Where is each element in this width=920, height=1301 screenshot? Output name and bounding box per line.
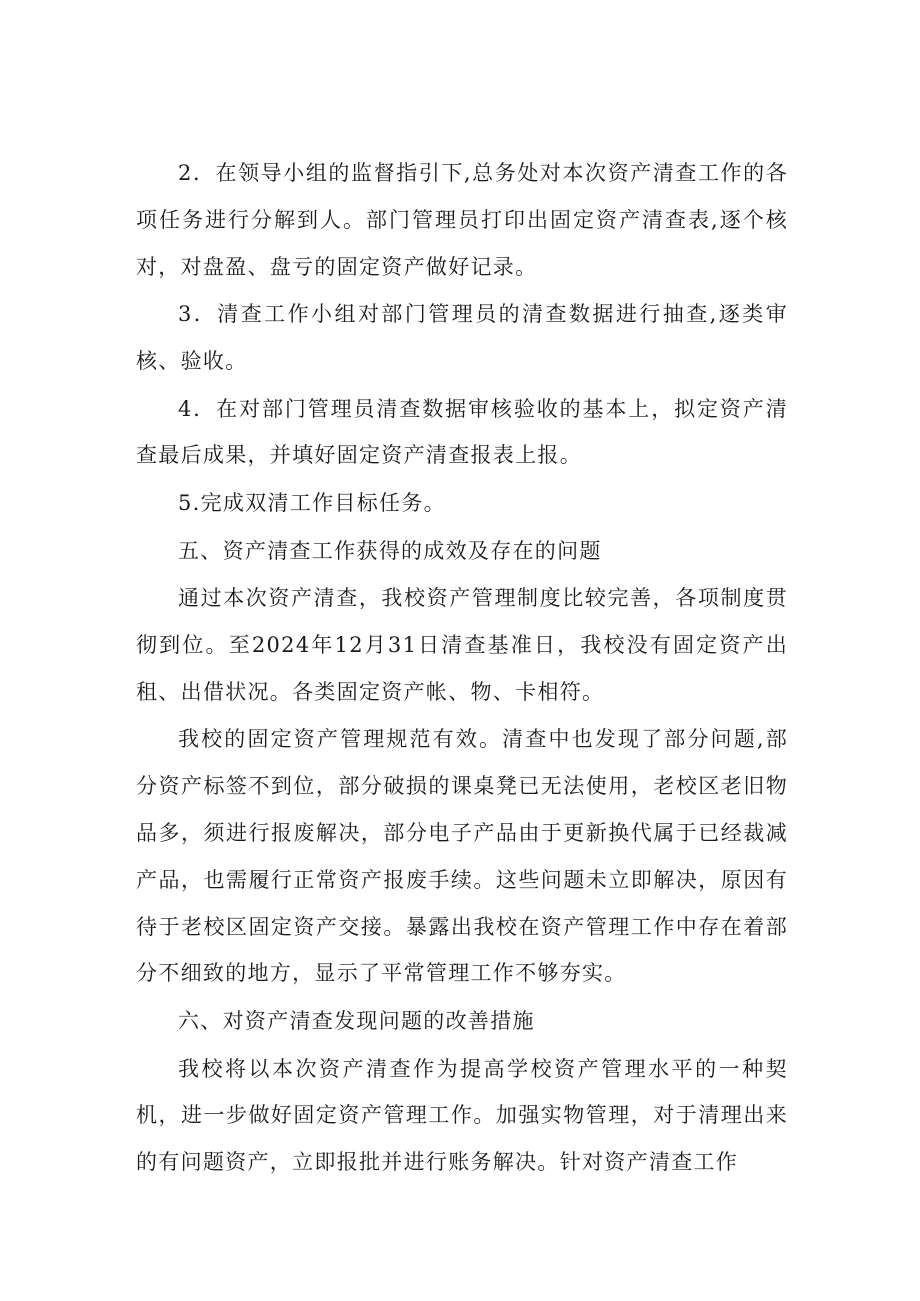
section-5-paragraph-1: 通过本次资产清查，我校资产管理制度比较完善，各项制度贯彻到位。至2024年12月31日清查基准日，我校没有固定资产出租、出借状况。各类固定资产帐、物、卡相符。	[136, 586, 788, 704]
paragraph-item-2: 2．在领导小组的监督指引下,总务处对本次资产清查工作的各项任务进行分解到人。部门管理员打印出固定资产清查表,逐个核对，对盘盈、盘亏的固定资产做好记录。	[136, 161, 788, 279]
section-5-heading: 五、资产清查工作获得的成效及存在的问题	[178, 538, 602, 563]
section-6-paragraph-1: 我校将以本次资产清查作为提高学校资产管理水平的一种契机，进一步做好固定资产管理工作。加强实物管理，对于清理出来的有问题资产，立即报批并进行账务解决。针对资产清查工作	[136, 1056, 788, 1175]
paragraph-item-3: 3．清查工作小组对部门管理员的清查数据进行抽查,逐类审核、验收。	[136, 302, 788, 373]
paragraph-item-4: 4．在对部门管理员清查数据审核验收的基本上，拟定资产清查最后成果，并填好固定资产清查报表上报。	[136, 396, 788, 468]
document-body	[136, 150, 788, 1187]
section-5-paragraph-2: 我校的固定资产管理规范有效。清查中也发现了部分问题,部分资产标签不到位，部分破损的课桌凳已无法使用，老校区老旧物品多，须进行报废解决，部分电子产品由于更新换代属于已经裁减产品，也需履行正常资产报废手续。这些问题未立即解决，原因有待于老校区固定资产交接。暴露出我校在资产管理工作中存在着部分不细致的地方，显示了平常管理工作不够夯实。	[136, 727, 788, 986]
paragraph-item-5: 5.完成双清工作目标任务。	[178, 490, 446, 515]
section-6-heading: 六、对资产清查发现问题的改善措施	[178, 1008, 535, 1033]
